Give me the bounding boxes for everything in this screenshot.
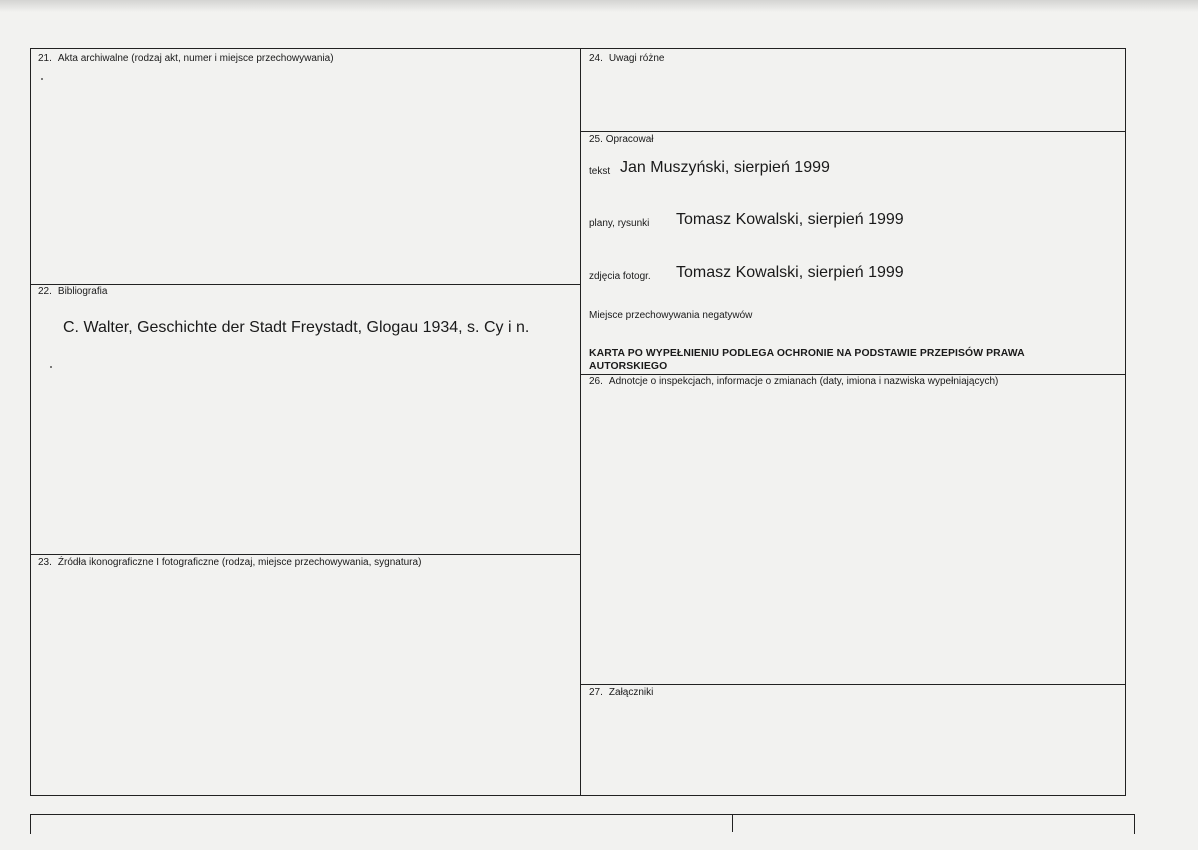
section-25-title: Opracował (605, 134, 654, 145)
section-23-label (38, 557, 421, 569)
bottom-row-left-line (30, 814, 31, 834)
bottom-row-right-line (1134, 814, 1135, 834)
section-21-mark (41, 78, 43, 80)
section-27-title: Załączniki (608, 687, 654, 698)
tekst-value: Jan Muszyński, sierpień 1999 (620, 159, 830, 176)
divider-25-26 (580, 374, 1126, 375)
paper-top-edge (0, 0, 1198, 12)
section-26-title: Adnotcje o inspekcjach, informacje o zmianach (daty, imiona i nazwiska wypełniających) (608, 376, 999, 387)
section-26-number: 26. (589, 376, 603, 387)
section-26-label (589, 376, 998, 388)
divider-24-25 (580, 131, 1126, 132)
section-25-number: 25. (589, 134, 603, 145)
tekst-label: tekst (589, 166, 611, 177)
zdjecia-value: Tomasz Kowalski, sierpień 1999 (676, 264, 904, 281)
bottom-row-middle-line (732, 814, 733, 832)
section-23-title: Źródła ikonograficzne I fotograficzne (rodzaj, miejsce przechowywania, sygnatura) (57, 557, 422, 568)
plany-label: plany, rysunki (589, 218, 650, 229)
section-21-title: Akta archiwalne (rodzaj akt, numer i miejsce przechowywania) (57, 53, 334, 64)
section-23-number: 23. (38, 557, 52, 568)
section-24-number: 24. (589, 53, 603, 64)
section-22-label (38, 286, 107, 298)
section-24-label (589, 53, 665, 65)
plany-value: Tomasz Kowalski, sierpień 1999 (676, 211, 904, 228)
divider-22-23 (30, 554, 580, 555)
divider-26-27 (580, 684, 1126, 685)
copyright-notice-line-2: AUTORSKIEGO (589, 361, 668, 372)
zdjecia-label: zdjęcia fotogr. (589, 271, 651, 282)
bibliografia-value: C. Walter, Geschichte der Stadt Freystadt, Glogau 1934, s. Cy i n. (63, 319, 530, 336)
bottom-row-top-line (30, 814, 1135, 815)
divider-21-22 (30, 284, 580, 285)
copyright-notice-line-1: KARTA PO WYPEŁNIENIU PODLEGA OCHRONIE NA PODSTAWIE PRZEPISÓW PRAWA (589, 348, 1025, 359)
section-22-title: Bibliografia (57, 286, 108, 297)
section-25-label (589, 134, 654, 146)
section-27-number: 27. (589, 687, 603, 698)
section-27-label (589, 687, 653, 699)
bottom-row-frame (30, 814, 1136, 834)
section-21-label (38, 53, 334, 65)
section-21-number: 21. (38, 53, 52, 64)
section-24-title: Uwagi różne (608, 53, 665, 64)
section-22-number: 22. (38, 286, 52, 297)
section-22-mark (50, 366, 52, 368)
negatywy-label: Miejsce przechowywania negatywów (589, 310, 753, 321)
